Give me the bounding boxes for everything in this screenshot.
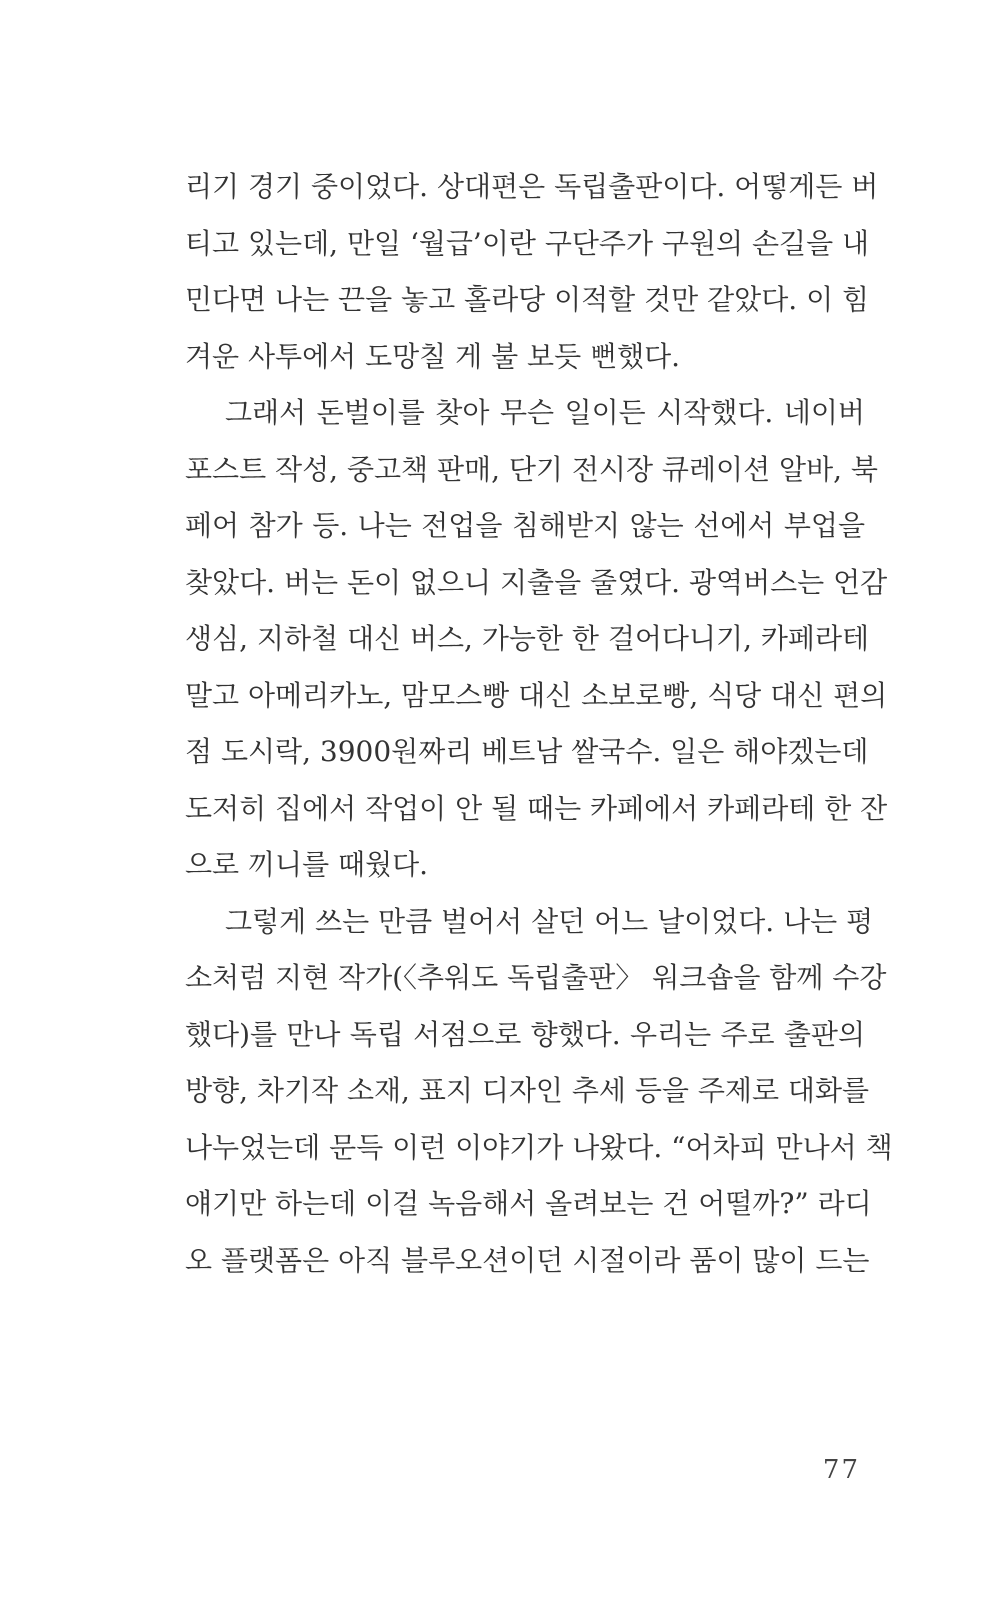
text-line: 겨운 사투에서 도망칠 게 불 보듯 뻔했다. <box>185 339 681 373</box>
text-line: 오 플랫폼은 아직 블루오션이던 시절이라 품이 많이 드는 <box>185 1243 870 1277</box>
text-line: 했다)를 만나 독립 서점으로 향했다. 우리는 주로 출판의 <box>185 1017 865 1051</box>
body-text <box>185 163 893 1293</box>
text-line: 리기 경기 중이었다. 상대편은 독립출판이다. 어떻게든 버 <box>185 170 879 203</box>
text-line: 민다면 나는 끈을 놓고 홀라당 이적할 것만 같았다. 이 힘 <box>185 283 870 316</box>
text-line: 점 도시락, 3900원짜리 베트남 쌀국수. 일은 해야겠는데 <box>185 735 869 768</box>
text-line: 생심, 지하철 대신 버스, 가능한 한 걸어다니기, 카페라테 <box>185 622 870 655</box>
text-line: 말고 아메리카노, 맘모스빵 대신 소보로빵, 식당 대신 편의 <box>185 678 888 712</box>
text-line: 찾았다. 버는 돈이 없으니 지출을 줄였다. 광역버스는 언감 <box>185 565 888 599</box>
text-line: 소처럼 지현 작가(〈추워도 독립출판〉 워크숍을 함께 수강 <box>185 961 887 994</box>
text-line: 티고 있는데, 만일 ‘월급’이란 구단주가 구원의 손길을 내 <box>185 226 870 260</box>
text-line: 방향, 차기작 소재, 표지 디자인 추세 등을 주제로 대화를 <box>185 1074 870 1107</box>
page-number: 77 <box>822 1455 860 1485</box>
text-line: 도저히 집에서 작업이 안 될 때는 카페에서 카페라테 한 잔 <box>185 791 888 825</box>
text-line: 페어 참가 등. 나는 전업을 침해받지 않는 선에서 부업을 <box>185 509 865 542</box>
text-line: 으로 끼니를 때웠다. <box>185 848 429 881</box>
text-line: 나누었는데 문득 이런 이야기가 나왔다. “어차피 만나서 책 <box>185 1130 893 1164</box>
text-line: 포스트 작성, 중고책 판매, 단기 전시장 큐레이션 알바, 북 <box>185 452 878 486</box>
text-line: 그래서 돈벌이를 찾아 무슨 일이든 시작했다. 네이버 <box>225 396 865 429</box>
text-line: 그렇게 쓰는 만큼 벌어서 살던 어느 날이었다. 나는 평 <box>225 904 874 938</box>
text-line: 얘기만 하는데 이걸 녹음해서 올려보는 건 어떨까?” 라디 <box>185 1187 872 1220</box>
